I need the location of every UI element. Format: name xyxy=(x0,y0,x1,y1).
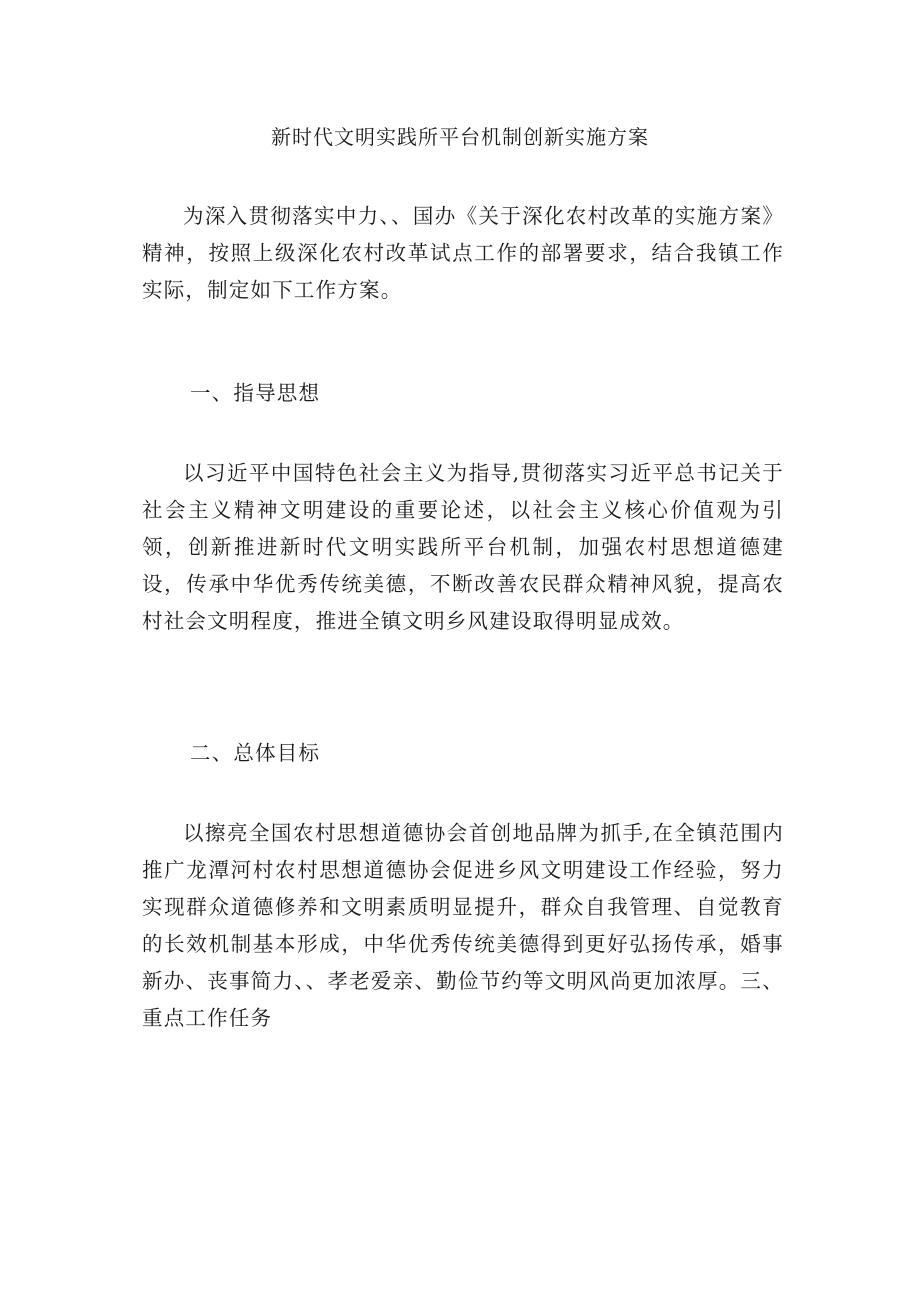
section-heading-overall-goal: 二、总体目标 xyxy=(190,741,321,765)
intro-paragraph: 为深入贯彻落实中力、、国办《关于深化农村改革的实施方案》精神，按照上级深化农村改革试点工作的部署要求，结合我镇工作实际，制定如下工作方案。 xyxy=(142,204,784,302)
document-title: 新时代文明实践所平台机制创新实施方案 xyxy=(271,125,649,149)
section-body-guiding-ideology: 以习近平中国特色社会主义为指导,贯彻落实习近平总书记关于社会主义精神文明建设的重要论述，以社会主义核心价值观为引领，创新推进新时代文明实践所平台机制，加强农村思想道德建设，传承中华优秀传统美德，不断改善农民群众精神风貌，提高农村社会文明程度，推进全镇文明乡风建设取得明显成效。 xyxy=(142,461,784,633)
section-body-overall-goal: 以擦亮全国农村思想道德协会首创地品牌为抓手,在全镇范围内推广龙潭河村农村思想道德协会促进乡风文明建设工作经验，努力实现群众道德修养和文明素质明显提升，群众自我管理、自觉教育的长效机制基本形成，中华优秀传统美德得到更好弘扬传承，婚事新办、丧事简力、、孝老爱亲、勤俭节约等文明风尚更加浓厚。三、重点工作任务 xyxy=(142,821,784,1030)
section-heading-guiding-ideology: 一、指导思想 xyxy=(190,381,321,405)
